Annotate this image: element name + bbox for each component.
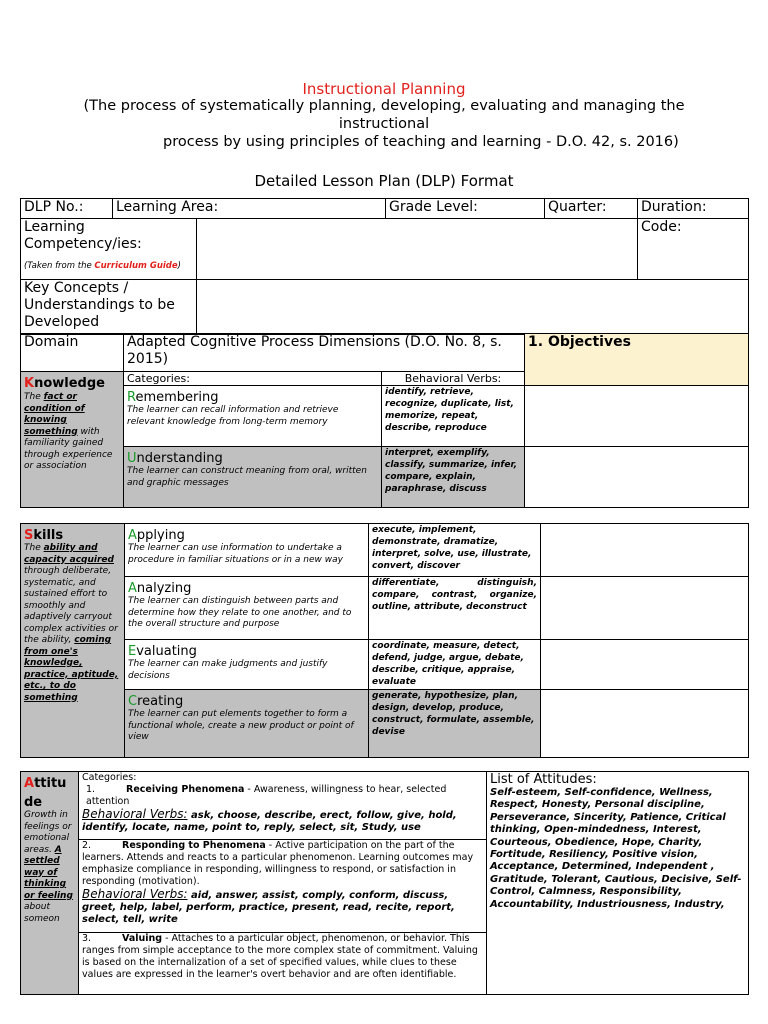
duration-cell[interactable]: Duration: [638, 199, 749, 219]
format-title: Detailed Lesson Plan (DLP) Format [254, 172, 514, 190]
list-of-attitudes-cell: List of Attitudes: Self-esteem, Self-confidence, Wellness, Respect, Honesty, Personal discipline, Perseverance, Sincerity, Patience, Critical thinking, Open-mindedness, Interest, Courteous, Obedience, Hope, Charity, Fortitude, Resiliency, Positive vision, Acceptance, Determined, Independent , Gratitude, Tolerant, Cautious, Decisive, Self-Control, Calmness, Responsibility, Accountability, Industriousness, Industry, [487, 772, 749, 995]
knowledge-domain-cell: Knowledge The fact or condition of knowing something with familiarity gained through experience or association [21, 372, 124, 508]
analyzing-verbs: differentiate, distinguish, compare, contrast, organize, outline, attribute, deconstruct [369, 577, 541, 640]
behavioral-verbs-label: Behavioral Verbs: [382, 372, 525, 386]
remembering-objective-input[interactable] [525, 386, 749, 447]
domain-label: Domain [21, 334, 124, 372]
subtitle-line-3: process by using principles of teaching and learning - D.O. 42, s. 2016) [163, 134, 679, 150]
quarter-cell[interactable]: Quarter: [545, 199, 638, 219]
evaluating-objective-input[interactable] [541, 640, 749, 690]
creating-objective-input[interactable] [541, 690, 749, 758]
remembering-cell: Remembering The learner can recall information and retrieve relevant knowledge from long-term memory [124, 386, 382, 447]
understanding-objective-input[interactable] [525, 447, 749, 508]
evaluating-cell: Evaluating The learner can make judgments and justify decisions [125, 640, 369, 690]
grade-level-cell[interactable]: Grade Level: [386, 199, 545, 219]
key-concepts-label: Key Concepts / Understandings to be Developed [21, 280, 197, 335]
evaluating-verbs: coordinate, measure, detect, defend, judge, argue, debate, describe, critique, appraise, evaluate [369, 640, 541, 690]
applying-verbs: execute, implement, demonstrate, dramatize, interpret, solve, use, illustrate, convert, discover [369, 524, 541, 577]
creating-cell: Creating The learner can put elements together to form a functional whole, create a new product or point of view [125, 690, 369, 758]
attitude-domain-cell: Attitu de Growth in feelings or emotional areas. A settled way of thinking or feeling about someon [21, 772, 79, 995]
applying-cell: Applying The learner can use information to undertake a procedure in familiar situations or in a new way [125, 524, 369, 577]
categories-label: Categories: [124, 372, 382, 386]
valuing-cell: 3. Valuing - Attaches to a particular object, phenomenon, or behavior. This ranges from simple acceptance to the more complex state of commitment. Valuing is based on the internalization of a set of specified values, while clues to these values are expressed in the learner's overt behavior and are often identifiable. [79, 933, 487, 995]
understanding-verbs: interpret, exemplify, classify, summarize, infer, compare, explain, paraphrase, discuss [382, 447, 525, 508]
knowledge-table [20, 333, 749, 508]
analyzing-cell: Analyzing The learner can distinguish between parts and determine how they relate to one another, and to the overall structure and purpose [125, 577, 369, 640]
objectives-header: 1. Objectives [525, 334, 749, 386]
creating-verbs: generate, hypothesize, plan, design, develop, produce, construct, formulate, assemble, devise [369, 690, 541, 758]
attitude-table [20, 771, 749, 995]
applying-objective-input[interactable] [541, 524, 749, 577]
page-title: Instructional Planning [302, 80, 466, 98]
subtitle-line-1: (The process of systematically planning, developing, evaluating and managing the [83, 98, 685, 114]
remembering-verbs: identify, retrieve, recognize, duplicate, list, memorize, repeat, describe, reproduce [382, 386, 525, 447]
responding-phenomena-cell: 2. Responding to Phenomena - Active participation on the part of the learners. Attends and reacts to a particular phenomenon. Learning outcomes may emphasize compliance in responding, willingness to respond, or satisfaction in responding (motivation). Behavioral Verbs: aid, answer, assist, comply, conform, discuss, greet, help, label, perform, practice, present, read, recite, report, select, tell, write [79, 840, 487, 933]
skills-table [20, 523, 749, 758]
skills-domain-cell: Skills The ability and capacity acquired through deliberate, systematic, and sustained effort to smoothly and adaptively carryout complex activities or the ability, coming from one's knowledge, practice, aptitude, etc., to do something [21, 524, 125, 758]
dlp-header-table [20, 198, 749, 335]
learning-area-cell[interactable]: Learning Area: [113, 199, 386, 219]
subtitle-line-2: instructional [338, 116, 430, 132]
analyzing-objective-input[interactable] [541, 577, 749, 640]
receiving-phenomena-cell: Categories: 1. Receiving Phenomena - Awareness, willingness to hear, selected attention Behavioral Verbs: ask, choose, describe, erect, follow, give, hold, identify, locate, name, point to, reply, select, sit, Study, use [79, 772, 487, 840]
learning-competency-input[interactable] [197, 219, 638, 280]
key-concepts-input[interactable] [197, 280, 749, 335]
cognitive-dimensions-label: Adapted Cognitive Process Dimensions (D.O. No. 8, s. 2015) [124, 334, 525, 372]
learning-competency-label: Learning Competency/ies: (Taken from the Curriculum Guide) [21, 219, 197, 280]
dlp-no-cell[interactable]: DLP No.: [21, 199, 113, 219]
code-cell[interactable]: Code: [638, 219, 749, 280]
understanding-cell: Understanding The learner can construct meaning from oral, written and graphic messages [124, 447, 382, 508]
